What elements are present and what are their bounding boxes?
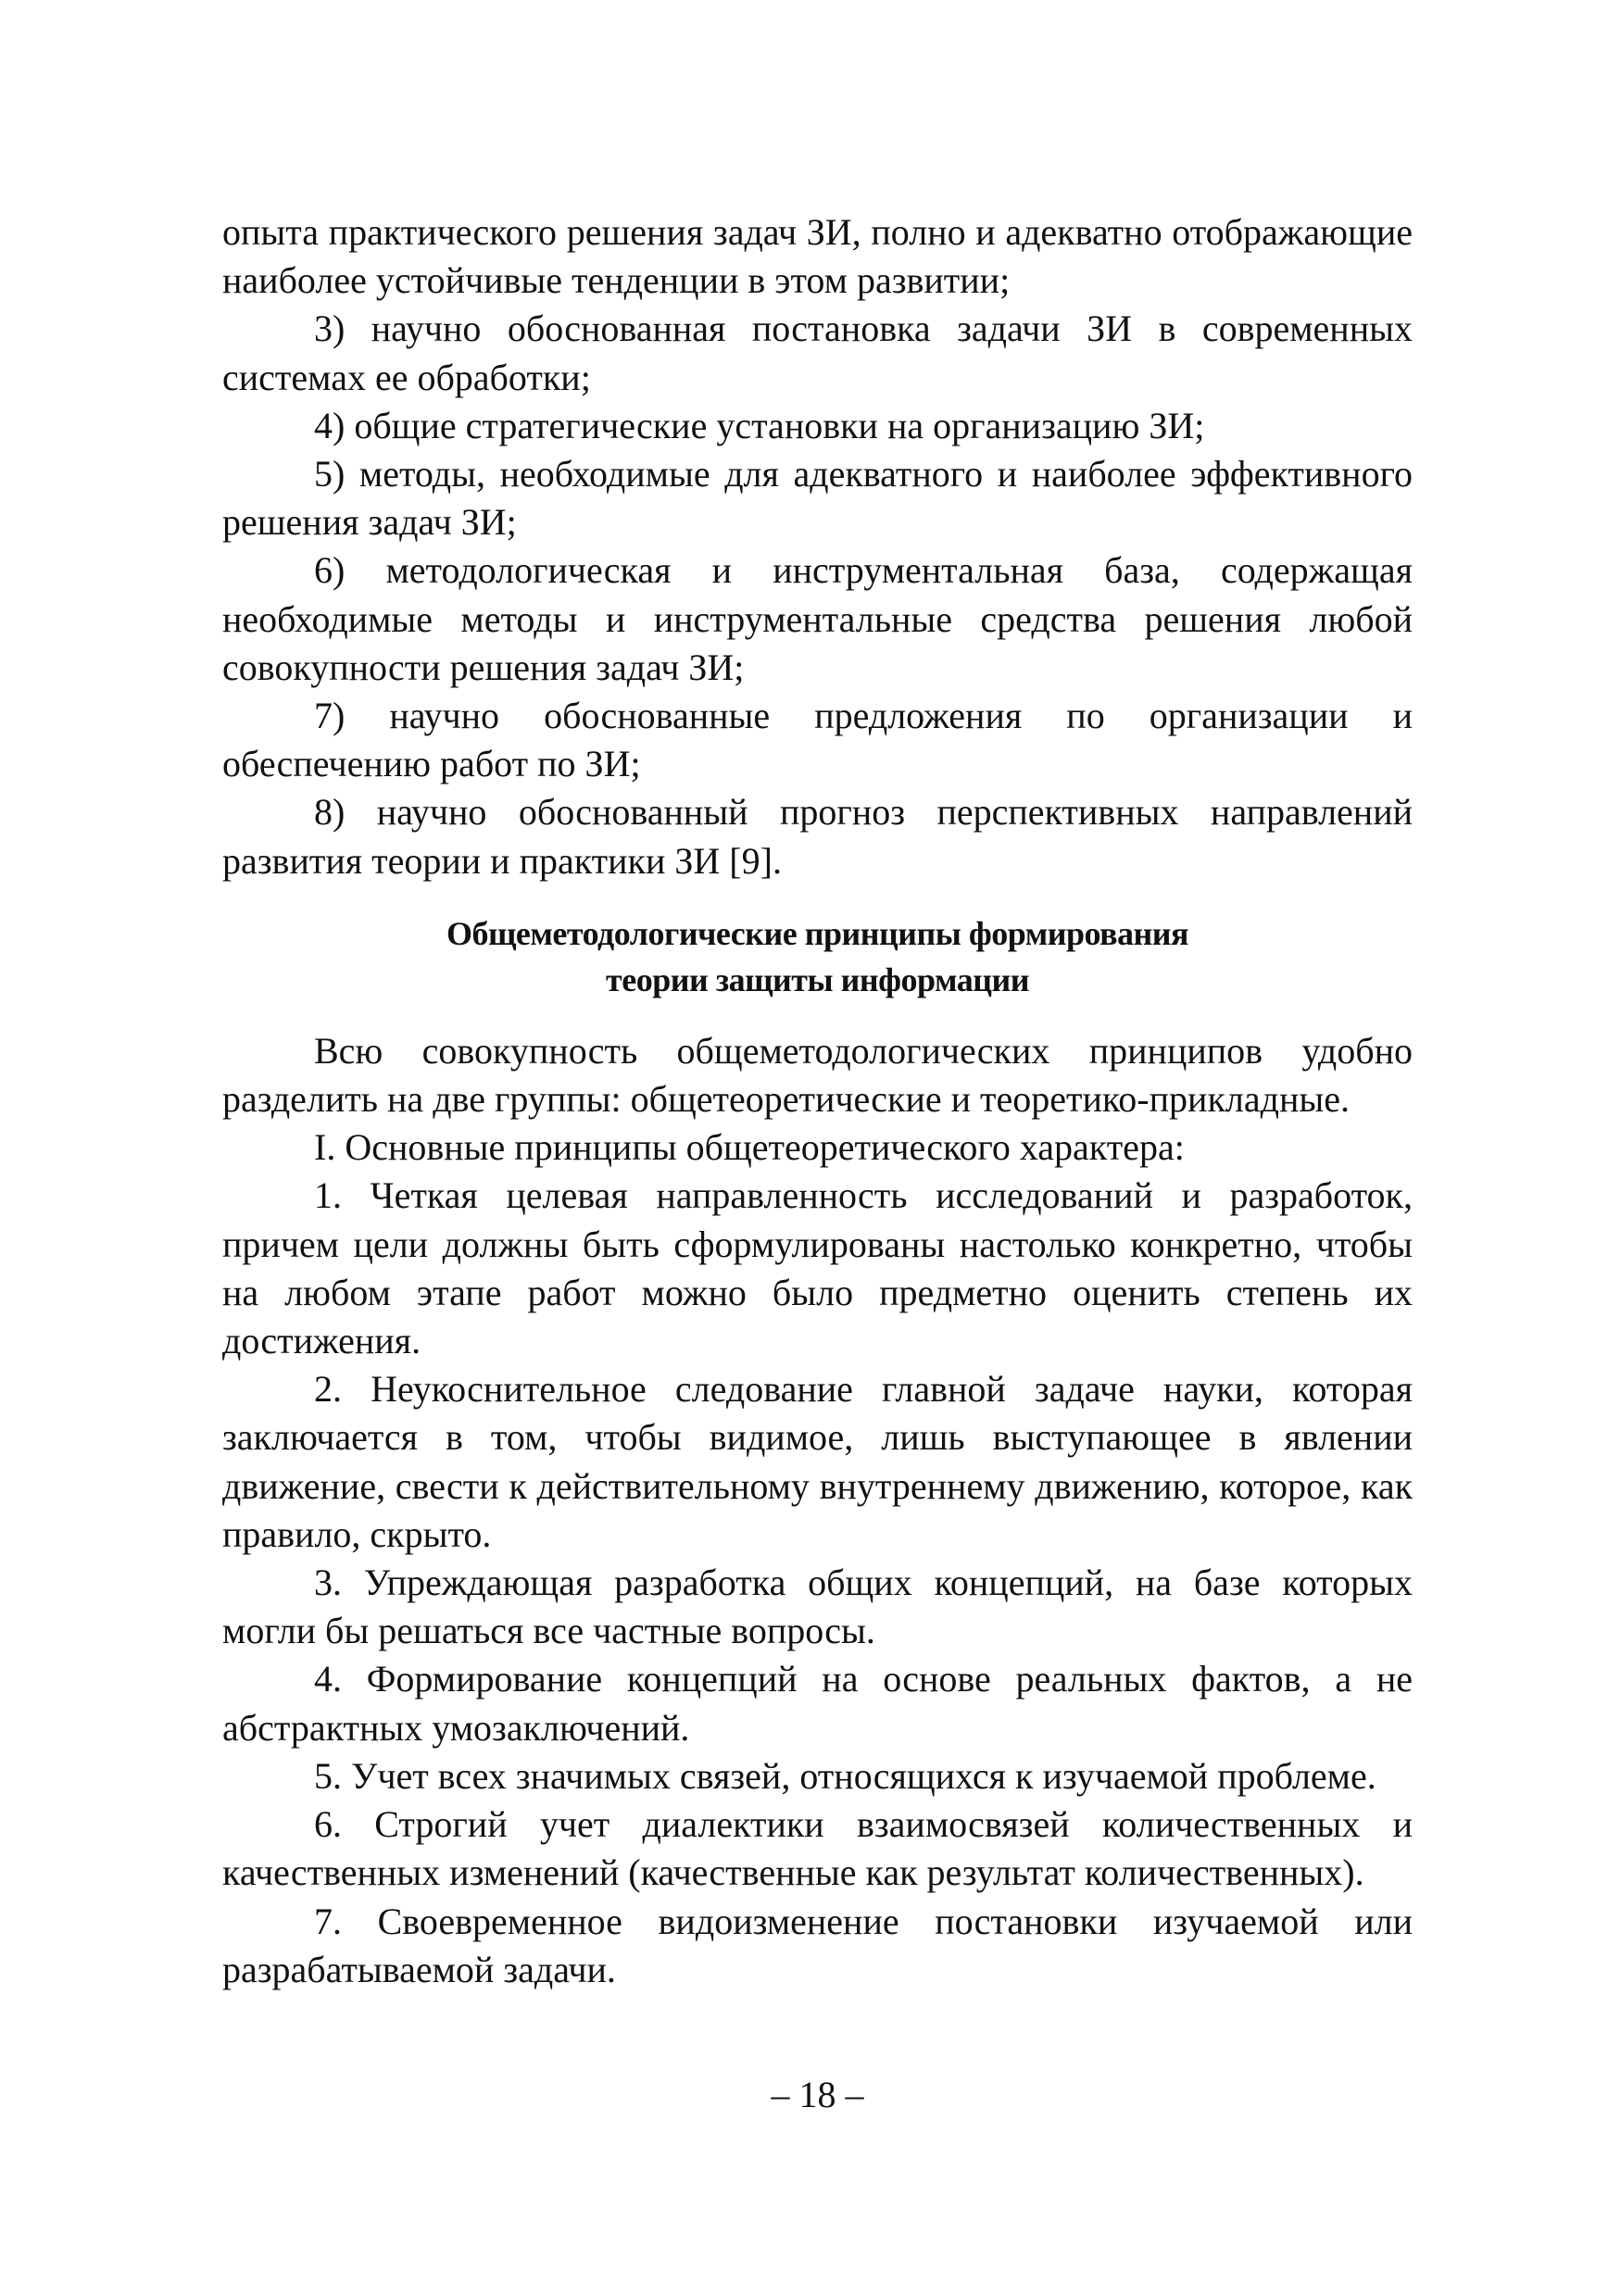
paragraph-principle-6: 6. Строгий учет диалектики взаимосвязей количественных и качественных изменений (качественные как результат количественных). (222, 1803, 1413, 1894)
paragraph-list-cont: опыта практического решения задач ЗИ, полно и адекватно отображающие наиболее устойчивые тенденции в этом развитии; (222, 211, 1413, 302)
paragraph-item-4: 4) общие стратегические установки на организацию ЗИ; (314, 404, 1205, 446)
paragraph-intro: Всю совокупность общеметодологических принципов удобно разделить на две группы: общетеоретические и теоретико-прикладные. (222, 1029, 1413, 1121)
paragraph-group-1: I. Основные принципы общетеоретического характера: (314, 1126, 1185, 1169)
paragraph-item-3: 3) научно обоснованная постановка задачи ЗИ в современных системах ее обработки; (222, 307, 1413, 398)
paragraph-item-5: 5) методы, необходимые для адекватного и наиболее эффективного решения задач ЗИ; (222, 453, 1413, 544)
paragraph-item-7: 7) научно обоснованные предложения по организации и обеспечению работ по ЗИ; (222, 695, 1413, 785)
paragraph-item-8: 8) научно обоснованный прогноз перспективных направлений развития теории и практики ЗИ [9]. (222, 791, 1413, 882)
paragraph-principle-5: 5. Учет всех значимых связей, относящихся к изучаемой проблеме. (314, 1754, 1376, 1797)
paragraph-principle-7: 7. Своевременное видоизменение постановки изучаемой или разрабатываемой задачи. (222, 1900, 1413, 1990)
document-page (222, 208, 1413, 2246)
section-heading (222, 910, 1413, 1003)
paragraph-principle-1: 1. Четкая целевая направленность исследований и разработок, причем цели должны быть сформулированы настолько конкретно, чтобы на любом этапе работ можно было предметно оценить степень их достижения. (222, 1174, 1413, 1362)
page-number: – 18 – (771, 2074, 864, 2115)
section-heading-line-2: теории защиты информации (606, 960, 1029, 998)
paragraph-principle-4: 4. Формирование концепций на основе реальных фактов, а не абстрактных умозаключений. (222, 1658, 1413, 1749)
list-continuation (222, 208, 1413, 885)
paragraph-principle-3: 3. Упреждающая разработка общих концепций, на базе которых могли бы решаться все частные вопросы. (222, 1562, 1413, 1652)
paragraph-item-6: 6) методологическая и инструментальная база, содержащая необходимые методы и инструментальные средства решения любой совокупности решения задач ЗИ; (222, 549, 1413, 688)
section-heading-line-1: Общеметодологические принципы формирования (446, 914, 1188, 952)
paragraph-principle-2: 2. Неукоснительное следование главной задаче науки, которая заключается в том, чтобы видимое, лишь выступающее в явлении движение, свести к действительному внутреннему движению, которое, как правило, скрыто. (222, 1368, 1413, 1555)
section-body (222, 1027, 1413, 1994)
